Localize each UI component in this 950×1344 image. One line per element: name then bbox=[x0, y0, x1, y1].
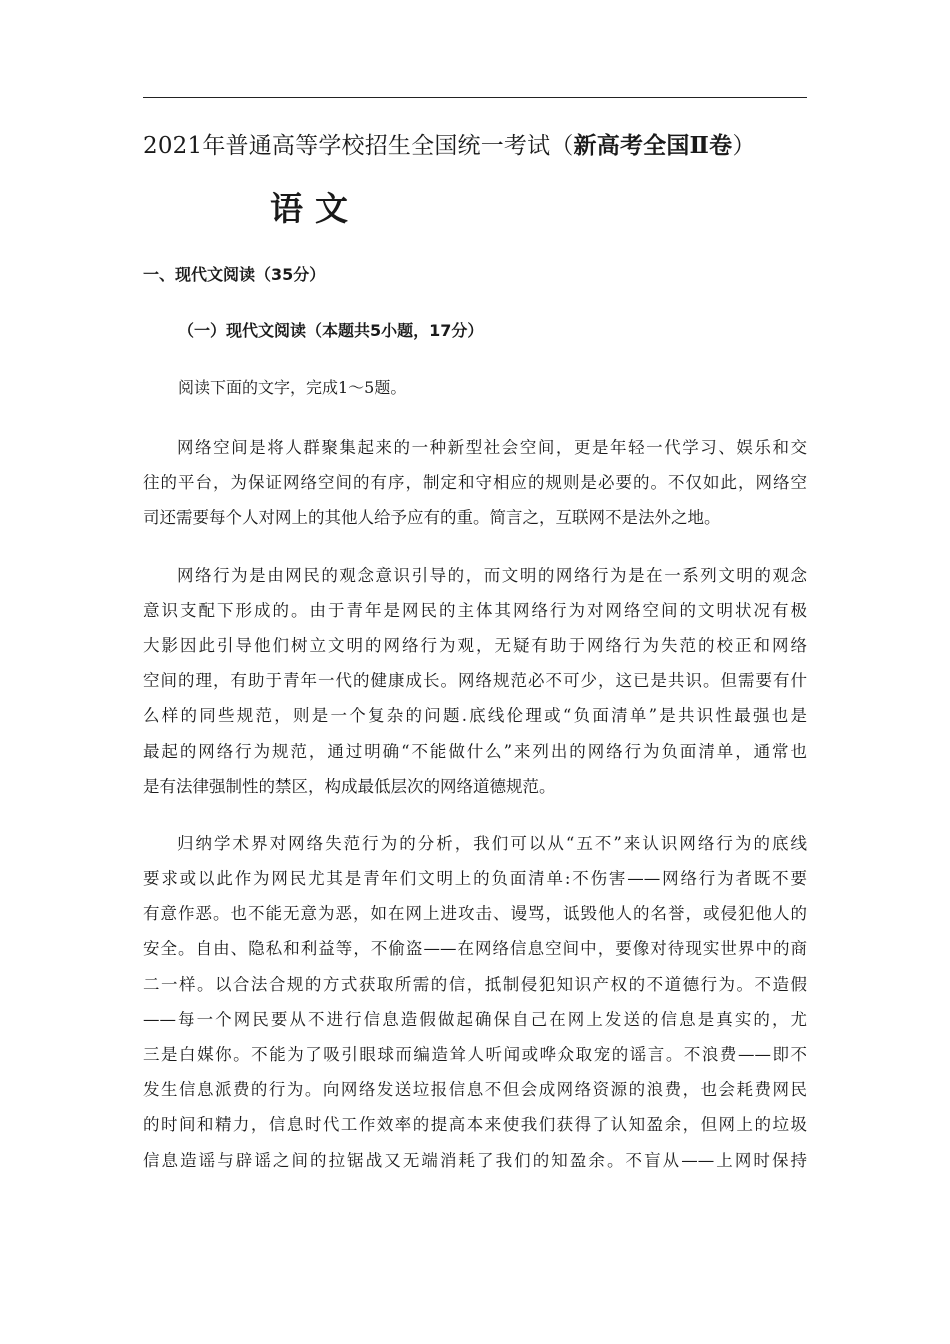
subject-title: 语文 bbox=[270, 189, 360, 228]
paragraph-3 bbox=[143, 826, 807, 1178]
passage-line: 最起的网络行为规范，通过明确“不能做什么”来列出的网络行为负面清单，通常也 bbox=[143, 741, 807, 761]
exam-title-suffix: ） bbox=[732, 133, 756, 159]
passage-line: 三是白媒你。不能为了吸引眼球而编造耸人听闻或哗众取宠的谣言。不浪费——即不 bbox=[143, 1045, 807, 1064]
passage-line: 信息造谣与辟谣之间的拉锯战又无端消耗了我们的知盈余。不盲从——上网时保持 bbox=[143, 1150, 807, 1170]
exam-title-paper: 新高考全国Ⅱ卷 bbox=[573, 132, 733, 159]
passage-line: 是有法律强制性的禁区，构成最低层次的网络道德规范。 bbox=[143, 776, 556, 796]
passage-line: 大影因此引导他们树立文明的网络行为观，无疑有助于网络行为失范的校正和网络 bbox=[143, 635, 807, 655]
passage-line: 意识支配下形成的。由于青年是网民的主体其网络行为对网络空间的文明状况有极 bbox=[143, 600, 807, 620]
section-heading: 一、现代文阅读（35分） bbox=[143, 265, 326, 284]
passage-line: ——每一个网民要从不进行信息造假做起确保自己在网上发送的信息是真实的，尤 bbox=[143, 1009, 807, 1029]
passage-line: 网络空间是将人群聚集起来的一种新型社会空间，更是年轻一代学习、娱乐和交 bbox=[177, 438, 807, 457]
header-rule bbox=[143, 97, 807, 98]
passage-line: 要求或以此作为网民尤其是青年们文明上的负面清单:不伤害——网络行为者既不要 bbox=[143, 869, 807, 889]
reading-passage bbox=[143, 430, 807, 1200]
paragraph-2 bbox=[143, 558, 807, 804]
passage-line: 归纳学术界对网络失范行为的分析，我们可以从“五不”来认识网络行为的底线 bbox=[177, 833, 807, 853]
exam-title-prefix: 2021年普通高等学校招生全国统一考试（ bbox=[143, 133, 574, 159]
section-subheading: （一）现代文阅读（本题共5小题，17分） bbox=[178, 321, 484, 340]
passage-line: 么样的同些规范，则是一个复杂的问题.底线伦理或“负面清单”是共识性最强也是 bbox=[143, 706, 807, 726]
passage-line: 发生信息派费的行为。向网络发送垃报信息不但会成网络资源的浪费，也会耗费网民 bbox=[143, 1080, 807, 1100]
passage-line: 往的平台，为保证网络空间的有序，制定和守相应的规则是必要的。不仅如此，网络空 bbox=[143, 473, 807, 493]
reading-instruction: 阅读下面的文字，完成1～5题。 bbox=[178, 378, 407, 397]
paragraph-1 bbox=[143, 430, 807, 536]
passage-line: 有意作恶。也不能无意为恶，如在网上进攻击、谩骂，诋毁他人的名誉，或侵犯他人的 bbox=[143, 904, 807, 924]
passage-line: 网络行为是由网民的观念意识引导的，而文明的网络行为是在一系列文明的观念 bbox=[177, 565, 807, 585]
passage-line: 的时间和精力，信息时代工作效率的提高本来使我们获得了认知盈余，但网上的垃圾 bbox=[143, 1115, 807, 1135]
passage-line: 安全。自由、隐私和利益等，不偷盗——在网络信息空间中，要像对待现实世界中的商 bbox=[143, 939, 807, 959]
passage-line: 空间的理，有助于青年一代的健康成长。网络规范必不可少，这已是共识。但需要有什 bbox=[143, 671, 807, 691]
exam-title bbox=[143, 128, 823, 164]
passage-line: 司还需要每个人对网上的其他人给予应有的重。简言之，互联网不是法外之地。 bbox=[143, 508, 721, 528]
passage-line: 二一样。以合法合规的方式获取所需的信，抵制侵犯知识产权的不道德行为。不造假 bbox=[143, 974, 807, 994]
